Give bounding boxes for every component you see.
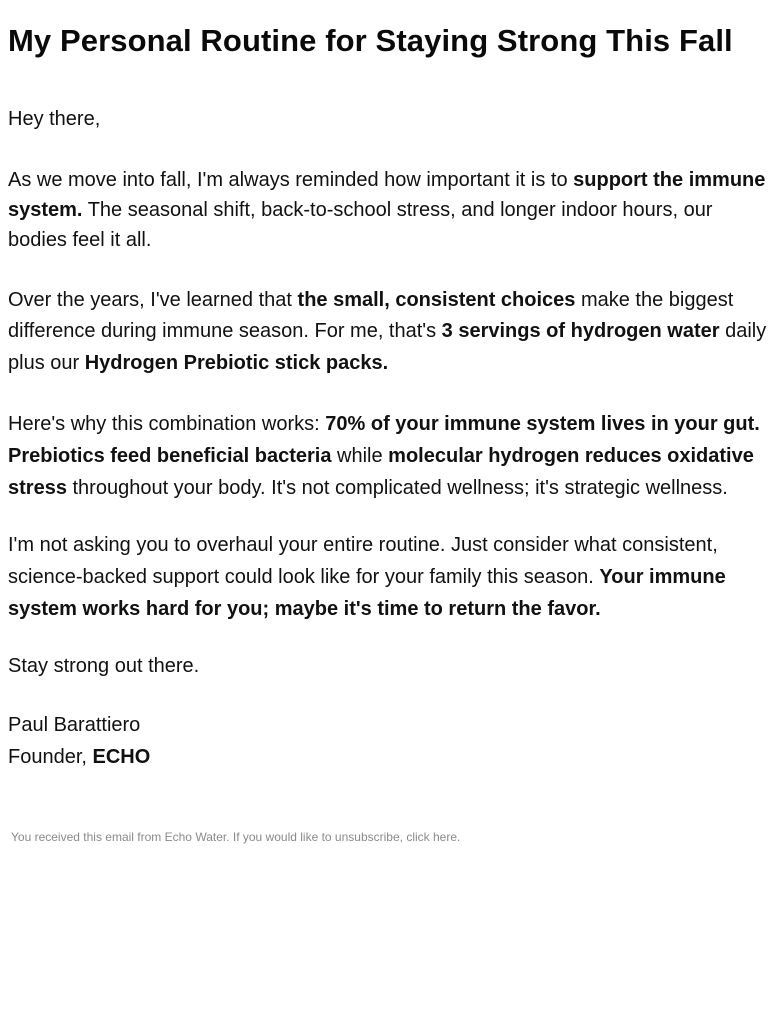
greeting: Hey there, bbox=[8, 108, 101, 130]
bold-segment: Hydrogen Prebiotic stick packs. bbox=[84, 351, 389, 374]
paragraph-2 bbox=[8, 285, 776, 380]
text-segment: Here's why this combination works: bbox=[8, 413, 326, 435]
email-title: My Personal Routine for Staying Strong This Fall bbox=[8, 23, 733, 58]
footer-text: You received this email from Echo Water. If you would like to unsubscribe, bbox=[11, 829, 407, 844]
text-segment: As we move into fall, I'm always reminded how important it is to bbox=[8, 168, 574, 191]
text-segment: Over the years, I've learned that bbox=[8, 288, 298, 311]
signature-title bbox=[8, 741, 776, 773]
signature-company: ECHO bbox=[92, 745, 151, 768]
bold-segment: Your immune system works hard for you; maybe it's time to return the favor. bbox=[8, 566, 726, 620]
bold-segment: the small, consistent choices bbox=[297, 288, 576, 311]
text-segment: daily plus our bbox=[8, 320, 767, 374]
closing-line: Stay strong out there. bbox=[8, 655, 200, 677]
email-footer bbox=[8, 829, 776, 845]
text-segment: throughout your body. It's not complicated wellness; it's strategic wellness. bbox=[66, 477, 728, 499]
bold-segment: 70% of your immune system lives in your gut. Prebiotics feed beneficial bacteria bbox=[8, 413, 760, 467]
bold-segment: 3 servings of hydrogen water bbox=[441, 320, 720, 342]
signature-role: Founder, bbox=[8, 745, 93, 768]
text-segment: I'm not asking you to overhaul your entire routine. Just consider what consistent, science-backed support could look like for your family this season. bbox=[8, 534, 718, 588]
text-segment: The seasonal shift, back-to-school stress, and longer indoor hours, our bodies feel it all. bbox=[8, 198, 713, 251]
paragraph-3 bbox=[8, 408, 776, 504]
bold-segment: molecular hydrogen reduces oxidative stress bbox=[8, 445, 754, 499]
text-segment: while bbox=[331, 445, 389, 467]
signature-name: Paul Barattiero bbox=[8, 713, 141, 736]
paragraph-1 bbox=[8, 165, 776, 255]
bold-segment: support the immune system. bbox=[8, 168, 766, 221]
text-segment: make the biggest difference during immune season. For me, that's bbox=[8, 288, 734, 342]
unsubscribe-link[interactable]: click here. bbox=[406, 829, 461, 844]
paragraph-4 bbox=[8, 529, 776, 625]
